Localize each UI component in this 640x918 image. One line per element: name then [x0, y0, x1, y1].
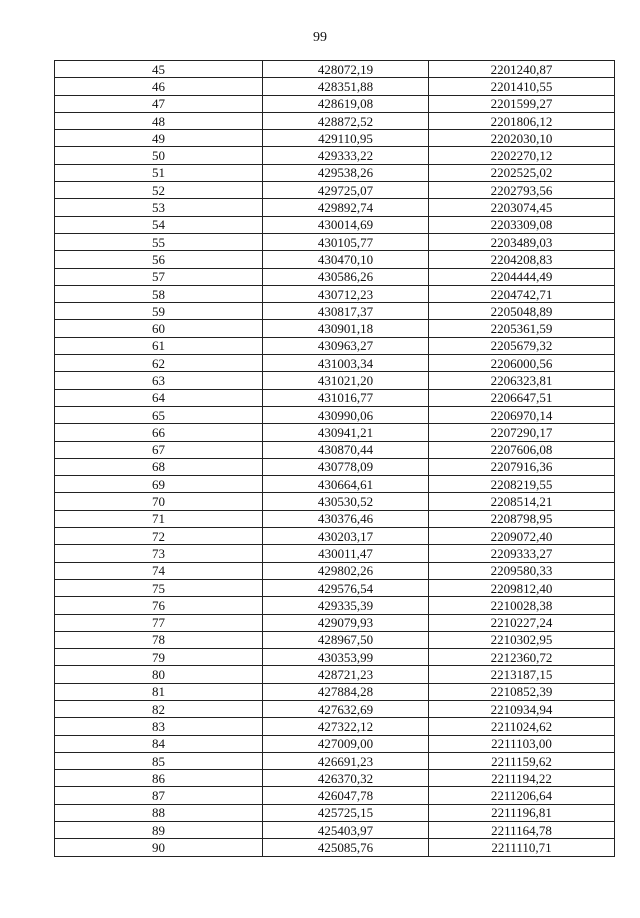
y-coordinate-cell: 2205361,59	[429, 320, 615, 337]
coordinates-table	[54, 60, 615, 857]
y-coordinate-cell: 2208219,55	[429, 476, 615, 493]
table-row	[55, 182, 615, 199]
point-number-cell: 67	[55, 441, 263, 458]
point-number-cell: 51	[55, 164, 263, 181]
x-coordinate-cell: 428872,52	[263, 112, 429, 129]
point-number-cell: 70	[55, 493, 263, 510]
table-row	[55, 285, 615, 302]
point-number-cell: 76	[55, 597, 263, 614]
point-number-cell: 88	[55, 804, 263, 821]
y-coordinate-cell: 2201240,87	[429, 61, 615, 78]
table-row	[55, 649, 615, 666]
point-number-cell: 48	[55, 112, 263, 129]
y-coordinate-cell: 2210302,95	[429, 631, 615, 648]
table-row	[55, 389, 615, 406]
point-number-cell: 57	[55, 268, 263, 285]
point-number-cell: 79	[55, 649, 263, 666]
x-coordinate-cell: 428721,23	[263, 666, 429, 683]
point-number-cell: 80	[55, 666, 263, 683]
x-coordinate-cell: 430376,46	[263, 510, 429, 527]
x-coordinate-cell: 430990,06	[263, 406, 429, 423]
table-row	[55, 233, 615, 250]
table-row	[55, 337, 615, 354]
point-number-cell: 52	[55, 182, 263, 199]
x-coordinate-cell: 430353,99	[263, 649, 429, 666]
table-row	[55, 822, 615, 839]
table-row	[55, 579, 615, 596]
x-coordinate-cell: 427632,69	[263, 700, 429, 717]
x-coordinate-cell: 430817,37	[263, 303, 429, 320]
y-coordinate-cell: 2211196,81	[429, 804, 615, 821]
table-row	[55, 372, 615, 389]
point-number-cell: 66	[55, 424, 263, 441]
y-coordinate-cell: 2203489,03	[429, 233, 615, 250]
y-coordinate-cell: 2202270,12	[429, 147, 615, 164]
table-row	[55, 683, 615, 700]
point-number-cell: 73	[55, 545, 263, 562]
x-coordinate-cell: 427322,12	[263, 718, 429, 735]
point-number-cell: 65	[55, 406, 263, 423]
table-row	[55, 199, 615, 216]
point-number-cell: 50	[55, 147, 263, 164]
point-number-cell: 62	[55, 355, 263, 372]
x-coordinate-cell: 430963,27	[263, 337, 429, 354]
table-row	[55, 355, 615, 372]
x-coordinate-cell: 428351,88	[263, 78, 429, 95]
x-coordinate-cell: 430105,77	[263, 233, 429, 250]
table-row	[55, 441, 615, 458]
point-number-cell: 59	[55, 303, 263, 320]
table-row	[55, 406, 615, 423]
y-coordinate-cell: 2205048,89	[429, 303, 615, 320]
x-coordinate-cell: 429576,54	[263, 579, 429, 596]
x-coordinate-cell: 425403,97	[263, 822, 429, 839]
table-row	[55, 147, 615, 164]
table-row	[55, 528, 615, 545]
point-number-cell: 77	[55, 614, 263, 631]
x-coordinate-cell: 429110,95	[263, 130, 429, 147]
point-number-cell: 58	[55, 285, 263, 302]
x-coordinate-cell: 427884,28	[263, 683, 429, 700]
x-coordinate-cell: 429335,39	[263, 597, 429, 614]
table-row	[55, 597, 615, 614]
y-coordinate-cell: 2205679,32	[429, 337, 615, 354]
y-coordinate-cell: 2211206,64	[429, 787, 615, 804]
y-coordinate-cell: 2207916,36	[429, 458, 615, 475]
point-number-cell: 72	[55, 528, 263, 545]
x-coordinate-cell: 430941,21	[263, 424, 429, 441]
y-coordinate-cell: 2213187,15	[429, 666, 615, 683]
table-row	[55, 752, 615, 769]
y-coordinate-cell: 2207290,17	[429, 424, 615, 441]
table-row	[55, 839, 615, 856]
point-number-cell: 86	[55, 770, 263, 787]
table-row	[55, 476, 615, 493]
table-row	[55, 268, 615, 285]
table-row	[55, 303, 615, 320]
y-coordinate-cell: 2206970,14	[429, 406, 615, 423]
y-coordinate-cell: 2204742,71	[429, 285, 615, 302]
table-row	[55, 112, 615, 129]
y-coordinate-cell: 2202030,10	[429, 130, 615, 147]
y-coordinate-cell: 2201806,12	[429, 112, 615, 129]
y-coordinate-cell: 2209333,27	[429, 545, 615, 562]
table-row	[55, 562, 615, 579]
y-coordinate-cell: 2206647,51	[429, 389, 615, 406]
table-row	[55, 164, 615, 181]
table-row	[55, 424, 615, 441]
x-coordinate-cell: 425085,76	[263, 839, 429, 856]
table-row	[55, 666, 615, 683]
table-row	[55, 320, 615, 337]
point-number-cell: 83	[55, 718, 263, 735]
point-number-cell: 71	[55, 510, 263, 527]
y-coordinate-cell: 2206000,56	[429, 355, 615, 372]
y-coordinate-cell: 2208514,21	[429, 493, 615, 510]
x-coordinate-cell: 431003,34	[263, 355, 429, 372]
y-coordinate-cell: 2211110,71	[429, 839, 615, 856]
y-coordinate-cell: 2211159,62	[429, 752, 615, 769]
x-coordinate-cell: 431016,77	[263, 389, 429, 406]
point-number-cell: 68	[55, 458, 263, 475]
point-number-cell: 85	[55, 752, 263, 769]
x-coordinate-cell: 430778,09	[263, 458, 429, 475]
x-coordinate-cell: 430586,26	[263, 268, 429, 285]
x-coordinate-cell: 425725,15	[263, 804, 429, 821]
y-coordinate-cell: 2210852,39	[429, 683, 615, 700]
x-coordinate-cell: 430664,61	[263, 476, 429, 493]
x-coordinate-cell: 426691,23	[263, 752, 429, 769]
table-row	[55, 493, 615, 510]
table-row	[55, 700, 615, 717]
x-coordinate-cell: 429538,26	[263, 164, 429, 181]
y-coordinate-cell: 2204444,49	[429, 268, 615, 285]
y-coordinate-cell: 2207606,08	[429, 441, 615, 458]
y-coordinate-cell: 2204208,83	[429, 251, 615, 268]
y-coordinate-cell: 2203309,08	[429, 216, 615, 233]
x-coordinate-cell: 429725,07	[263, 182, 429, 199]
point-number-cell: 53	[55, 199, 263, 216]
point-number-cell: 64	[55, 389, 263, 406]
point-number-cell: 46	[55, 78, 263, 95]
y-coordinate-cell: 2211024,62	[429, 718, 615, 735]
point-number-cell: 47	[55, 95, 263, 112]
x-coordinate-cell: 430901,18	[263, 320, 429, 337]
x-coordinate-cell: 430470,10	[263, 251, 429, 268]
table-row	[55, 735, 615, 752]
table-row	[55, 804, 615, 821]
coordinates-table-body	[55, 61, 615, 857]
point-number-cell: 60	[55, 320, 263, 337]
y-coordinate-cell: 2203074,45	[429, 199, 615, 216]
y-coordinate-cell: 2210227,24	[429, 614, 615, 631]
point-number-cell: 75	[55, 579, 263, 596]
point-number-cell: 78	[55, 631, 263, 648]
table-row	[55, 95, 615, 112]
point-number-cell: 55	[55, 233, 263, 250]
x-coordinate-cell: 430870,44	[263, 441, 429, 458]
y-coordinate-cell: 2211194,22	[429, 770, 615, 787]
point-number-cell: 90	[55, 839, 263, 856]
table-row	[55, 78, 615, 95]
x-coordinate-cell: 429079,93	[263, 614, 429, 631]
x-coordinate-cell: 430530,52	[263, 493, 429, 510]
point-number-cell: 61	[55, 337, 263, 354]
y-coordinate-cell: 2211103,00	[429, 735, 615, 752]
x-coordinate-cell: 430203,17	[263, 528, 429, 545]
point-number-cell: 87	[55, 787, 263, 804]
point-number-cell: 82	[55, 700, 263, 717]
table-row	[55, 631, 615, 648]
y-coordinate-cell: 2202525,02	[429, 164, 615, 181]
x-coordinate-cell: 431021,20	[263, 372, 429, 389]
x-coordinate-cell: 429802,26	[263, 562, 429, 579]
x-coordinate-cell: 426370,32	[263, 770, 429, 787]
y-coordinate-cell: 2212360,72	[429, 649, 615, 666]
y-coordinate-cell: 2202793,56	[429, 182, 615, 199]
x-coordinate-cell: 429892,74	[263, 199, 429, 216]
point-number-cell: 69	[55, 476, 263, 493]
table-row	[55, 545, 615, 562]
y-coordinate-cell: 2209812,40	[429, 579, 615, 596]
x-coordinate-cell: 427009,00	[263, 735, 429, 752]
table-row	[55, 770, 615, 787]
table-row	[55, 216, 615, 233]
x-coordinate-cell: 429333,22	[263, 147, 429, 164]
x-coordinate-cell: 430712,23	[263, 285, 429, 302]
x-coordinate-cell: 426047,78	[263, 787, 429, 804]
y-coordinate-cell: 2206323,81	[429, 372, 615, 389]
y-coordinate-cell: 2211164,78	[429, 822, 615, 839]
x-coordinate-cell: 428967,50	[263, 631, 429, 648]
point-number-cell: 74	[55, 562, 263, 579]
x-coordinate-cell: 430014,69	[263, 216, 429, 233]
table-row	[55, 61, 615, 78]
y-coordinate-cell: 2201410,55	[429, 78, 615, 95]
point-number-cell: 89	[55, 822, 263, 839]
point-number-cell: 54	[55, 216, 263, 233]
point-number-cell: 56	[55, 251, 263, 268]
y-coordinate-cell: 2209072,40	[429, 528, 615, 545]
x-coordinate-cell: 428072,19	[263, 61, 429, 78]
point-number-cell: 45	[55, 61, 263, 78]
point-number-cell: 81	[55, 683, 263, 700]
page-number: 99	[313, 30, 327, 45]
y-coordinate-cell: 2209580,33	[429, 562, 615, 579]
y-coordinate-cell: 2210934,94	[429, 700, 615, 717]
table-row	[55, 130, 615, 147]
point-number-cell: 49	[55, 130, 263, 147]
table-row	[55, 510, 615, 527]
y-coordinate-cell: 2208798,95	[429, 510, 615, 527]
table-row	[55, 251, 615, 268]
y-coordinate-cell: 2201599,27	[429, 95, 615, 112]
point-number-cell: 84	[55, 735, 263, 752]
x-coordinate-cell: 430011,47	[263, 545, 429, 562]
y-coordinate-cell: 2210028,38	[429, 597, 615, 614]
table-row	[55, 718, 615, 735]
point-number-cell: 63	[55, 372, 263, 389]
table-row	[55, 787, 615, 804]
x-coordinate-cell: 428619,08	[263, 95, 429, 112]
table-row	[55, 614, 615, 631]
table-row	[55, 458, 615, 475]
